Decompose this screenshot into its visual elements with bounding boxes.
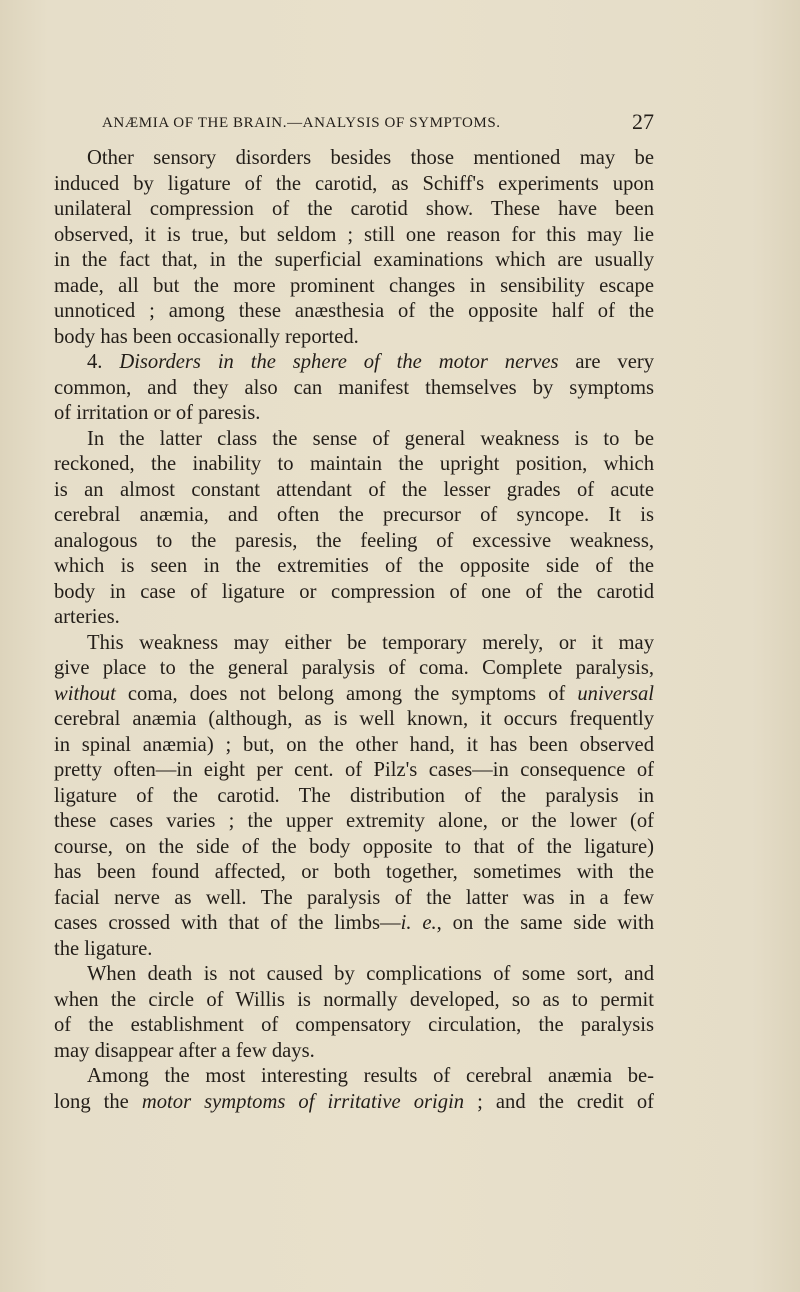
text-line: when the circle of Willis is normally developed, so as to permit [54,988,654,1011]
text-line: ligature of the carotid. The distribution of the paralysis in [54,784,654,807]
text-line: course, on the side of the body opposite to that of the ligature) [54,835,654,858]
italic-without: without [54,682,116,705]
text-line: facial nerve as well. The paralysis of the latter was in a few [54,886,654,909]
text-line: pretty often—in eight per cent. of Pilz's cases—in consequence of [54,759,654,781]
page-header [102,109,654,139]
running-title: ANÆMIA OF THE BRAIN.—ANALYSIS OF SYMPTOMS. [102,115,501,131]
text-line: observed, it is true, but seldom ; still one reason for this may lie [54,223,654,246]
text-line-mixed: without coma, does not belong among the symptoms of universal [54,682,654,705]
text-line: Other sensory disorders besides those mentioned may be [87,147,654,169]
italic-motor-symptoms: motor symptoms of irritative origin [141,1090,465,1113]
text-line: cerebral anæmia, and often the precursor of syncope. It is [54,504,654,526]
text-line: In the latter class the sense of general weakness is to be [87,427,654,450]
text-line-heading: 4. Disorders in the sphere of the motor nerves are very [87,351,655,373]
text-line: This weakness may either be temporary merely, or it may [87,631,654,654]
italic-heading: Disorders in the sphere of the motor nerves [119,351,559,373]
text-line: of the establishment of compensatory circulation, the paralysis [54,1014,654,1036]
text-line: may disappear after a few days. [54,1039,315,1062]
text-line: has been found affected, or both together, sometimes with the [54,861,654,883]
text-line: Among the most interesting results of cerebral anæmia be- [87,1065,654,1087]
text-line: unilateral compression of the carotid show. These have been [54,198,654,220]
text-line: which is seen in the extremities of the opposite side of the [54,555,654,577]
text-line: in the fact that, in the superficial examinations which are usually [54,249,654,271]
text-line: reckoned, the inability to maintain the upright position, which [54,453,654,475]
body-text [54,146,654,1115]
text-line: induced by ligature of the carotid, as Schiff's experiments upon [54,172,654,195]
text-line: arteries. [54,606,120,628]
italic-ie: i. e. [400,912,437,934]
italic-universal: universal [577,682,654,705]
text-line-mixed: long the motor symptoms of irritative origin ; and the credit of [54,1090,654,1113]
text-line: made, all but the more prominent changes in sensibility escape [54,274,654,297]
text-line: cerebral anæmia (although, as is well known, it occurs frequently [54,708,654,730]
page-number: 27 [632,109,654,134]
text-line: body has been occasionally reported. [54,325,359,348]
text-line: When death is not caused by complications of some sort, and [87,963,654,985]
text-line: the ligature. [54,937,153,960]
text-line-mixed: cases crossed with that of the limbs—i. e., on the same side with [54,912,654,934]
text-line: give place to the general paralysis of coma. Complete paralysis, [54,657,654,679]
text-line: these cases varies ; the upper extremity alone, or the lower (of [54,810,654,832]
text-line: analogous to the paresis, the feeling of excessive weakness, [54,529,654,552]
text-line: of irritation or of paresis. [54,402,261,424]
text-line: is an almost constant attendant of the lesser grades of acute [54,478,654,501]
text-line: common, and they also can manifest themselves by symptoms [54,376,654,399]
text-line: in spinal anæmia) ; but, on the other hand, it has been observed [54,733,654,756]
text-line: body in case of ligature or compression of one of the carotid [54,580,654,603]
text-line: unnoticed ; among these anæsthesia of the opposite half of the [54,300,654,322]
